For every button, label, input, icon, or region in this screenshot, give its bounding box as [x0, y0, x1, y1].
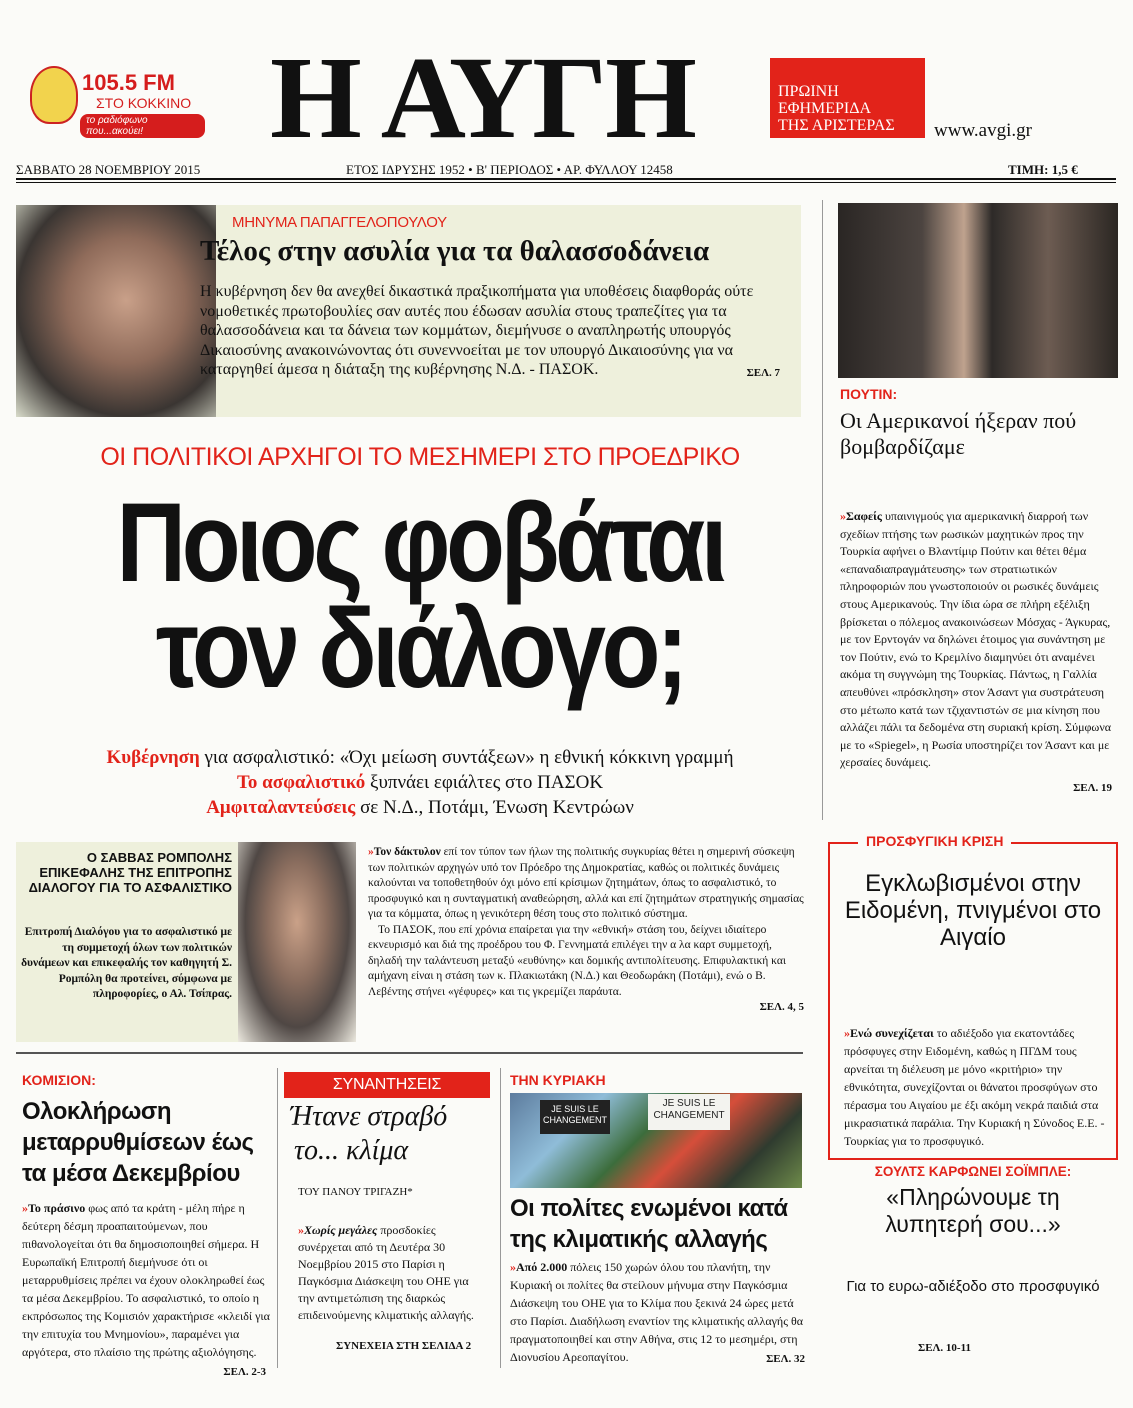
main-headline: [76, 480, 764, 711]
top-story-kicker: ΜΗΝΥΜΑ ΠΑΠΑΓΓΕΛΟΠΟΥΛΟΥ: [232, 214, 447, 231]
lead-words: Από 2.000: [516, 1260, 568, 1274]
subtitle-line: ΠΡΩΙΝΗ: [778, 83, 839, 100]
subhead-text: για ασφαλιστικό: «Όχι μείωση συντάξεων» η εθνική κόκκινη γραμμή: [204, 747, 734, 768]
portrait-photo: [238, 842, 356, 1042]
komision-headline: Ολοκλήρωση μεταρρυθμίσεων έως τα μέσα Δεκεμβρίου: [22, 1098, 254, 1187]
chevron-icon: »: [840, 509, 846, 523]
radio-tagline: το ραδιόφωνο που...ακούει!: [80, 114, 205, 138]
column-headline-line: Ήτανε στραβό: [290, 1101, 448, 1132]
article-text: επί τον τύπον των ήλων της πολιτικής συγκυρίας θέτει η σημερινή σύσκεψη των πολιτικών αρχηγών υπό τον Πρόεδρο της Δημοκρατίας, καθώς οι πολιτικές δυνάμεις καλούνται να τοποθετηθούν όχι μόνο επί κρίσιμων ζητημάτων, όπως το ασφαλιστικό, το προσφυγικό και η συνταγματική αναθεώρηση, αλλά και επί ζητημάτων στρατηγικής σημασίας για τα κόμματα, όπως η γενικότερη θέση τους στο πολιτικό σύστημα.: [368, 846, 804, 920]
interview-body: Επιτροπή Διαλόγου για το ασφαλιστικό με τη συμμετοχή όλων των πολιτικών δυνάμεων και επικεφαλής τον καθηγητή Σ. Ρομπόλη θα προτείνει, σύμφωνα με πληροφορίες, ο Αλ. Τσίπρας.: [21, 926, 232, 1000]
komision-article: [22, 1072, 272, 1381]
website-url: www.avgi.gr: [934, 120, 1032, 141]
price: ΤΙΜΗ: 1,5 €: [1008, 162, 1078, 177]
subhead-red: Κυβέρνηση: [106, 747, 200, 768]
issue-date: ΣΑΒΒΑΤΟ 28 ΝΟΕΜΒΡΙΟΥ 2015: [16, 162, 201, 177]
climate-body: [510, 1258, 805, 1368]
main-headline-line: τον διάλογο;: [156, 586, 684, 711]
climate-kicker: ΤΗΝ ΚΥΡΙΑΚΗ: [510, 1072, 606, 1088]
column-divider: [277, 1068, 278, 1368]
refugee-kicker: ΠΡΟΣΦΥΓΙΚΗ ΚΡΙΣΗ: [858, 833, 1011, 849]
subtitle-line: ΤΗΣ ΑΡΙΣΤΕΡΑΣ: [778, 117, 895, 134]
page-ref: ΣΕΛ. 4, 5: [759, 1001, 804, 1013]
komision-kicker: ΚΟΜΙΣΙΟΝ:: [22, 1072, 96, 1088]
protest-banner: JE SUIS LE CHANGEMENT: [540, 1100, 610, 1134]
lead-words: Σαφείς: [846, 509, 882, 523]
radio-name: ΣΤΟ ΚΟΚΚΙΝΟ: [96, 95, 192, 111]
chevron-icon: »: [298, 1223, 304, 1237]
soltz-subhead: Για το ευρω-αδιέξοδο στο προσφυγικό: [846, 1278, 1100, 1295]
lead-words: Το πράσινο: [28, 1201, 86, 1215]
refugee-body: [844, 1024, 1108, 1150]
subtitle-box: [770, 58, 925, 138]
soltz-kicker: ΣΟΥΛΤΣ ΚΑΡΦΩΝΕΙ ΣΟΪΜΠΛΕ:: [874, 1164, 1072, 1179]
article-text: το αδιέξοδο για εκατοντάδες πρόσφυγες στην Ειδομένη, καθώς η ΠΓΔΜ τους αρνείται τη διέλευση με μόνο «κριτήριο» την εθνικότητα, συνεχίζονται οι θάνατοι προσφύγων στο πέρασμα του Αιγαίου με έξι ακόμη νεκρά παιδιά στα μικρασιατικά παράλια. Την Κυριακή η Σύνοδος Ε.Ε. - Τουρκίας για το προσφυγικό.: [844, 1026, 1105, 1148]
divider: [16, 1052, 803, 1054]
climate-headline: Οι πολίτες ενωμένοι κατά της κλιματικής αλλαγής: [510, 1195, 788, 1253]
refugee-headline: Εγκλωβισμένοι στην Ειδομένη, πνιγμένοι στο Αιγαίο: [844, 870, 1102, 951]
issue-info: ΕΤΟΣ ΙΔΡΥΣΗΣ 1952 • Β' ΠΕΡΙΟΔΟΣ • ΑΡ. ΦΥΛΛΟΥ 12458: [346, 162, 673, 177]
protest-banner: JE SUIS LE CHANGEMENT: [648, 1094, 730, 1130]
continued-note: ΣΥΝΕΧΕΙΑ ΣΤΗ ΣΕΛΙΔΑ 2: [336, 1340, 472, 1352]
top-story-headline: Τέλος στην ασυλία για τα θαλασσοδάνεια: [200, 235, 710, 267]
putin-text: υπαινιγμούς για αμερικανική διαρροή των σχεδίων πτήσης των ρωσικών μαχητικών προς την Τουρκία αφήνει ο Βλαντίμιρ Πούτιν και θέτει θέμα «επαναδιαπραγμάτευσης» των στρατιωτικών πληροφοριών που γνωστοποιούν οι ρωσικές δυνάμεις στους Αμερικανούς. Την ίδια ώρα σε πλήρη εξέλιξη βρίσκεται ο πόλεμος ανακοινώσεων Μόσχας - Άγκυρας, με τον Ερντογάν να δηλώνει έτοιμος για συνάντηση με τον Πούτιν, ενώ το Κρεμλίνο διαμηνύει ότι αναμένει ακόμα τη συγγνώμη της Τουρκίας. Πάντως, η Γαλλία απευθύνει «πρόσκληση» στον Άσαντ για συστράτευση στο μέτωπο κατά των τζιχαντιστών σε μια κίνηση που αλλάζει πάλι τα δεδομένα στη συριακή κρίση. Σύμφωνα με το «Spiegel», η Ρωσία υποστηρίζει τον Άσαντ και με χερσαίες δυνάμεις.: [840, 509, 1112, 770]
newspaper-logo: Η ΑΥΓΗ: [270, 32, 695, 163]
radio-frequency: 105.5 FM: [82, 70, 175, 95]
top-story-body: [200, 282, 790, 384]
portrait-photo: [16, 205, 216, 417]
subhead-red: Αμφιταλαντεύσεις: [206, 797, 356, 818]
subtitle-line: ΕΦΗΜΕΡΙΔΑ: [778, 100, 872, 117]
page-ref: ΣΕΛ. 32: [766, 1353, 805, 1365]
main-headline-line: Ποιος φοβάται: [116, 480, 724, 605]
main-kicker: ΟΙ ΠΟΛΙΤΙΚΟΙ ΑΡΧΗΓΟΙ ΤΟ ΜΕΣΗΜΕΡΙ ΣΤΟ ΠΡΟΕΔΡΙΚΟ: [100, 443, 740, 471]
column-headline: [290, 1100, 447, 1168]
komision-body: [22, 1199, 272, 1378]
putin-headline: Οι Αμερικανοί ήξεραν πού βομβαρδίζαμε: [840, 408, 1077, 459]
byline: ΤΟΥ ΠΑΝΟΥ ΤΡΙΓΑΖΗ*: [298, 1186, 413, 1198]
article-text: προσδοκίες συνέρχεται από τη Δευτέρα 30 Νοεμβρίου 2015 στο Παρίσι η Παγκόσμια Διάσκεψη του ΟΗΕ για την αντιμετώπιση της διαρκώς επιδεινούμενης κλιματικής αλλαγής.: [298, 1223, 474, 1322]
article-text: πόλεις 150 χωρών όλου του πλανήτη, την Κυριακή οι πολίτες θα στείλουν μήνυμα στην Παγκόσμια Διάσκεψη του ΟΗΕ για το Κλίμα που ξεκινά 24 ώρες μετά στο Παρίσι. Διαδήλωση εναντίον της κλιματικής αλλαγής θα πραγματοποιηθεί και στην Αθήνα, στις 12 το μεσημέρι, στη Διονυσίου Αρεοπαγίτου.: [510, 1260, 803, 1364]
subhead: [20, 770, 820, 795]
column-body: [298, 1222, 482, 1324]
subhead-text: σε Ν.Δ., Ποτάμι, Ένωση Κεντρώων: [360, 797, 634, 818]
column-divider: [822, 200, 823, 820]
divider: [16, 182, 1116, 183]
subhead: [20, 795, 820, 820]
subhead-text: ξυπνάει εφιάλτες στο ΠΑΣΟΚ: [370, 772, 604, 793]
column-label: ΣΥΝΑΝΤΗΣΕΙΣ: [284, 1072, 490, 1098]
interview-headline: Ο ΣΑΒΒΑΣ ΡΟΜΠΟΛΗΣ ΕΠΙΚΕΦΑΛΗΣ ΤΗΣ ΕΠΙΤΡΟΠΗΣ ΔΙΑΛΟΓΟΥ ΓΙΑ ΤΟ ΑΣΦΑΛΙΣΤΙΚΟ: [28, 850, 232, 895]
subhead-red: Το ασφαλιστικό: [236, 772, 366, 793]
lead-words: Τον δάκτυλον: [373, 846, 441, 858]
lightbulb-icon: [30, 66, 78, 124]
subhead: [20, 745, 820, 770]
page-ref: ΣΕΛ. 10-11: [918, 1342, 971, 1354]
column-divider: [500, 1068, 501, 1368]
chevron-icon: »: [844, 1026, 850, 1040]
soltz-headline: «Πληρώνουμε τη λυπητερή σου...»: [885, 1184, 1061, 1237]
article-text: φως από τα κράτη - μέλη πήρε η δεύτερη δέσμη προαπαιτούμενων, που πιθανολογείται ότι θα δημοσιοποιηθεί σήμερα. Η Ευρωπαϊκή Επιτροπή διεμήνυσε ότι οι μεταρρυθμίσεις πρέπει να έχουν ολοκληρωθεί έως τα μέσα Δεκεμβρίου. Το ασφαλιστικό, το οποίο η εκπρόσωπος της Κομισιόν χαρακτήρισε «κλειδί για την επιτυχία του Μνημονίου», παραμένει για αργότερα, στο πλαίσιο της πρώτης αξιολόγησης.: [22, 1201, 270, 1359]
lead-words: Χωρίς μεγάλες: [304, 1223, 378, 1237]
dialogue-article: [368, 845, 804, 1016]
putin-erdogan-photo: [838, 203, 1118, 378]
article-text: Το ΠΑΣΟΚ, που επί χρόνια επαίρεται για την «εθνική» στάση του, δείχνει ιδιαίτερο εκνευρισμό και διά της προέδρου του Φ. Γεννηματά επιλέγει την α λα καρτ συμμετοχή, δηλαδή την ταλάντευση μεταξύ «ευθύνης» και δομικής αντιπολίτευσης. Επιφυλακτική και αμήχανη είναι η στάση των κ. Πλακιωτάκη (Ν.Δ.) και Θεοδωράκη (Ποτάμι), ενώ ο Β. Λεβέντης στήνει «γέφυρες» και τις γκρεμίζει παράυτα.: [368, 923, 786, 998]
chevron-icon: »: [368, 846, 374, 858]
chevron-icon: »: [510, 1260, 516, 1274]
putin-body: [840, 508, 1112, 798]
chevron-icon: »: [22, 1201, 28, 1215]
top-story-text: Η κυβέρνηση δεν θα ανεχθεί δικαστικά πραξικοπήματα για υποθέσεις διαφθοράς ούτε νομοθετικές πρωτοβουλίες σαν αυτές που έδωσαν ασυλία στους τραπεζίτες για τα θαλασσοδάνεια και τα δάνεια των κομμάτων, διεμήνυσε ο αναπληρωτής υπουργός Δικαιοσύνης ανακοινώνοντας ότι συνεννοείται με τον υπουργό Δικαιοσύνης για να καταργηθεί άμεσα η διάταξη της κυβέρνησης Ν.Δ. - ΠΑΣΟΚ.: [200, 283, 754, 378]
lead-words: Ενώ συνεχίζεται: [850, 1026, 934, 1040]
main-subheads: [20, 745, 820, 820]
radio-ad: [30, 58, 205, 137]
divider: [16, 178, 1116, 180]
page-ref: ΣΕΛ. 2-3: [223, 1366, 266, 1378]
putin-kicker: ΠΟΥΤΙΝ:: [840, 386, 898, 402]
page-ref: ΣΕΛ. 19: [1073, 781, 1112, 794]
page-ref: ΣΕΛ. 7: [746, 367, 780, 379]
column-headline-line: το... κλίμα: [294, 1135, 409, 1166]
